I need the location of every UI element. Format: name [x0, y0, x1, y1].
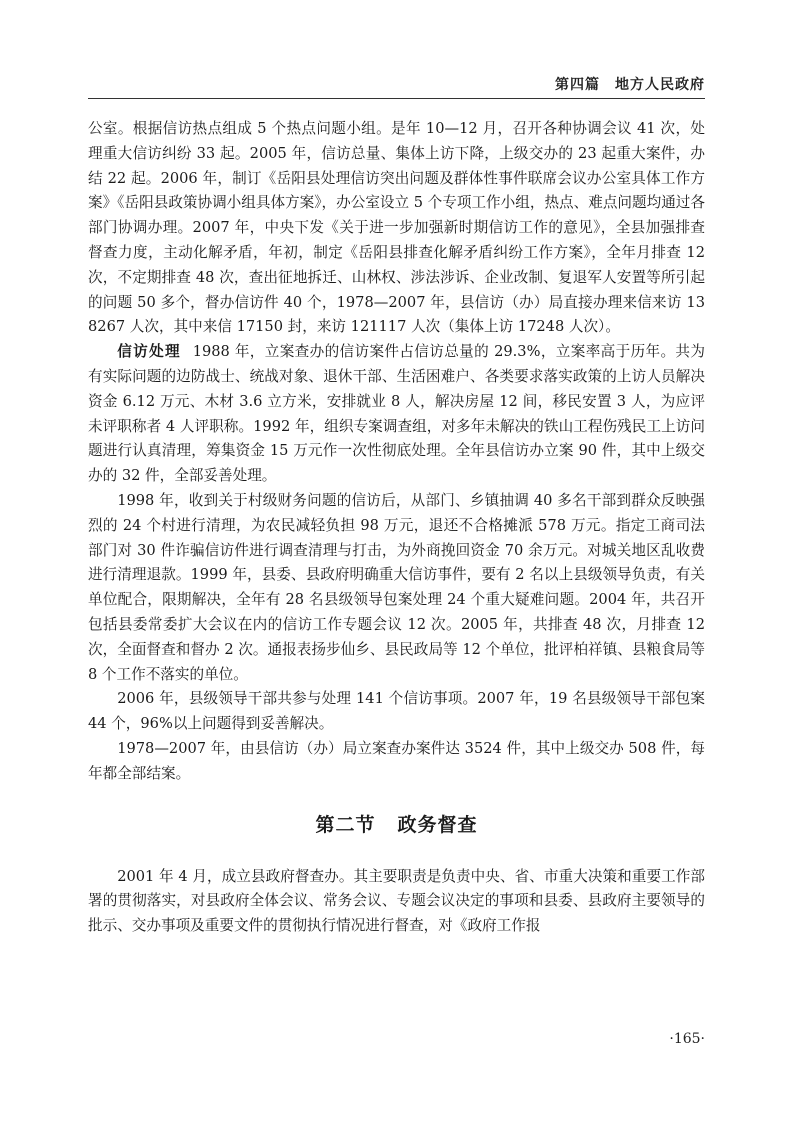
paragraph-6: 2001 年 4 月，成立县政府督查办。其主要职责是负责中央、省、市重大决策和重要工作部署的贯彻落实，对县政府全体会议、常务会议、专题会议决定的事项和县委、县政府主要领导的批示、交办事项及重要文件的贯彻执行情况进行督查，对《政府工作报	[88, 867, 705, 935]
page-number: ·165·	[669, 1031, 705, 1047]
run-in-heading: 信访处理	[117, 343, 182, 361]
section-heading	[88, 811, 705, 839]
body-text	[88, 117, 705, 939]
header-rule	[88, 98, 705, 99]
section-number: 第二节	[315, 813, 376, 836]
paragraph-3: 1998 年，收到关于村级财务问题的信访后，从部门、乡镇抽调 40 多名干部到群众反映强烈的 24 个村进行清理，为农民减轻负担 98 万元，退还不合格摊派 578 万元。指定工商司法部门对 30 件诈骗信访件进行调查清理与打击，为外商挽回资金 70 余万元。对城关地区乱收费进行清理退款。1999 年，县委、县政府明确重大信访事件，要有 2 名以上县级领导负责，有关单位配合，限期解决，全年有 28 名县级领导包案处理 24 个重大疑难问题。2004 年，共召开包括县委常委扩大会议在内的信访工作专题会议 12 次。2005 年，共排查 48 次，月排查 12 次，全面督查和督办 2 次。通报表扬步仙乡、县民政局等 12 个单位，批评柏祥镇、县粮食局等 8 个工作不落实的单位。	[88, 491, 705, 683]
running-head: 第四篇 地方人民政府	[555, 77, 705, 93]
paragraph-4: 2006 年，县级领导干部共参与处理 141 个信访事项。2007 年，19 名县级领导干部包案 44 个，96%以上问题得到妥善解决。	[88, 690, 705, 733]
paragraph-2	[88, 340, 705, 489]
section-title: 政务督查	[397, 813, 478, 836]
paragraph-5: 1978—2007 年，由县信访（办）局立案查办案件达 3524 件，其中上级交办 508 件，每年都全部结案。	[88, 739, 705, 782]
paragraph-2-text: 1988 年，立案查办的信访案件占信访总量的 29.3%，立案率高于历年。共为有实际问题的边防战士、统战对象、退休干部、生活困难户、各类要求落实政策的上访人员解决资金 6.12 万元、木材 3.6 立方米，安排就业 8 人，解决房屋 12 间，移民安置 3 人，为应评未评职称者 4 人评职称。1992 年，组织专案调查组，对多年未解决的铁山工程伤残民工上访问题进行认真清理，筹集资金 15 万元作一次性彻底处理。全年县信访办立案 90 件，其中上级交办的 32 件，全部妥善处理。	[88, 343, 705, 485]
paragraph-1: 公室。根据信访热点组成 5 个热点问题小组。是年 10—12 月，召开各种协调会议 41 次，处理重大信访纠纷 33 起。2005 年，信访总量、集体上访下降，上级交办的 23 起重大案件，办结 22 起。2006 年，制订《岳阳县处理信访突出问题及群体性事件联席会议办公室具体工作方案》《岳阳县政策协调小组具体方案》，办公室设立 5 个专项工作小组，热点、难点问题均通过各部门协调办理。2007 年，中央下发《关于进一步加强新时期信访工作的意见》，全县加强排查督查力度，主动化解矛盾，年初，制定《岳阳县排查化解矛盾纠纷工作方案》，全年月排查 12 次，不定期排查 48 次，查出征地拆迁、山林权、涉法涉诉、企业改制、复退军人安置等所引起的问题 50 多个，督办信访件 40 个，1978—2007 年，县信访（办）局直接办理来信来访 138267 人次，其中来信 17150 封，来访 121117 人次（集体上访 17248 人次）。	[88, 120, 705, 336]
